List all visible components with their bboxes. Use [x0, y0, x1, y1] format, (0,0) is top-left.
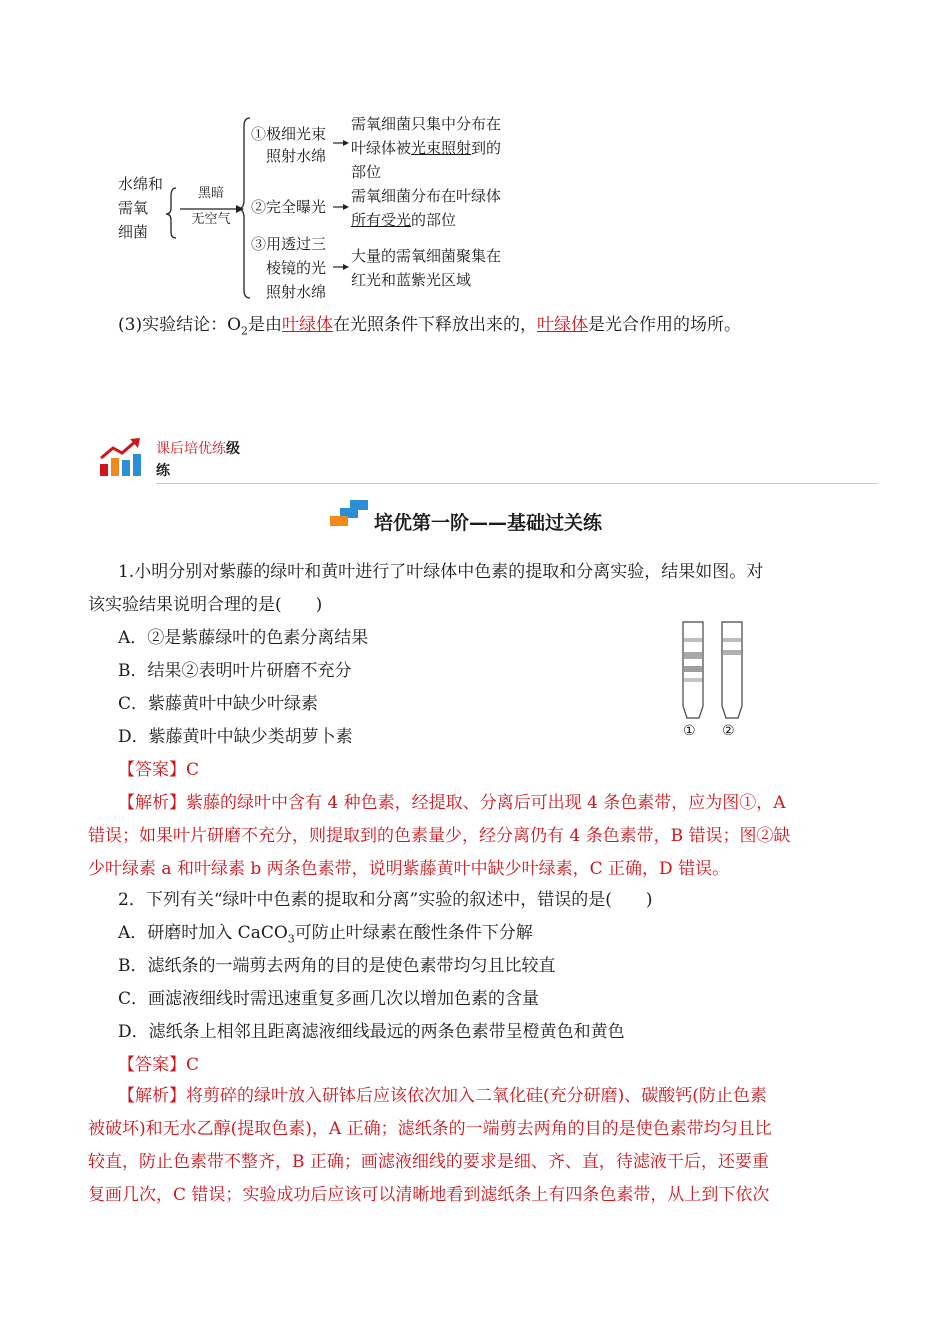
condition-top: 黑暗 [197, 186, 224, 201]
condition-bottom: 无空气 [191, 212, 231, 227]
chromatography-strips-figure [675, 620, 755, 726]
q1-option-a: A．②是紫藤绿叶的色素分离结果 [118, 628, 369, 648]
q1-option-c: C．紫藤黄叶中缺少叶绿素 [118, 694, 319, 714]
branch3-result: 大量的需氧细菌聚集在 红光和蓝紫光区域 [351, 247, 502, 289]
strip-2 [722, 622, 742, 718]
q2-stem: 2．下列有关“绿叶中色素的提取和分离”实验的叙述中，错误的是( ) [118, 890, 653, 910]
q2-option-a: A．研磨时加入 CaCO$_3$可防止叶绿素在酸性条件下分解 [118, 923, 533, 946]
experiment-conclusion: (3)实验结论：$O_2$是由叶绿体在光照条件下释放出来的，叶绿体是光合作用的场所。 [118, 315, 742, 338]
section-header-label: 课后培优练级 练 [156, 441, 240, 479]
q1-stem-line2: 该实验结果说明合理的是( ) [88, 595, 323, 615]
q1-analysis-line2: 错误；如果叶片研磨不充分，则提取到的色素量少，经分离仍有 4 条色素带，B 错误；图②缺 [88, 826, 791, 846]
section-divider [156, 483, 878, 484]
q1-answer: 【答案】C [118, 760, 200, 780]
subsection-title: 培优第一阶——基础过关练 [374, 512, 603, 534]
q2-option-b: B．滤纸条的一端剪去两角的目的是使色素带均匀且比较直 [118, 956, 556, 976]
q1-analysis-line3: 少叶绿素 a 和叶绿素 b 两条色素带，说明紫藤黄叶中缺少叶绿素，C 正确，D 错误。 [88, 859, 730, 879]
branch1-result: 需氧细菌只集中分布在 叶绿体被光束照射到的 部位 [351, 115, 502, 181]
figure-label-1: ① [683, 723, 696, 739]
figure-label-2: ② [722, 723, 735, 739]
q1-stem-line1: 1.小明分别对紫藤的绿叶和黄叶进行了叶绿体中色素的提取和分离实验，结果如图。对 [118, 562, 764, 582]
q2-analysis-line2: 被破坏)和无水乙醇(提取色素)，A 正确；滤纸条的一端剪去两角的目的是使色素带均匀且比 [88, 1119, 772, 1139]
q2-analysis-line3: 较直，防止色素带不整齐，B 正确；画滤液细线的要求是细、齐、直，待滤液干后，还要重 [88, 1152, 769, 1172]
branch2-result: 需氧细菌分布在叶绿体 所有受光的部位 [351, 187, 502, 229]
branch2-label: ②完全曝光 [251, 198, 327, 216]
diagram-subject: 水绵和 需氧 细菌 [118, 175, 164, 241]
stairs-icon [328, 498, 370, 530]
chart-growth-icon [98, 436, 144, 478]
q2-option-d: D．滤纸条上相邻且距离滤液细线最远的两条色素带呈橙黄色和黄色 [118, 1022, 625, 1042]
branch1-label: ①极细光束 照射水绵 [251, 125, 327, 165]
q2-option-c: C．画滤液细线时需迅速重复多画几次以增加色素的含量 [118, 989, 540, 1009]
branch3-label: ③用透过三 棱镜的光 照射水绵 [251, 235, 327, 301]
q2-analysis-line4: 复画几次，C 错误；实验成功后应该可以清晰地看到滤纸条上有四条色素带，从上到下依次 [88, 1185, 770, 1205]
q1-option-d: D．紫藤黄叶中缺少类胡萝卜素 [118, 727, 353, 747]
q2-analysis-line1: 【解析】将剪碎的绿叶放入研钵后应该依次加入二氧化硅(充分研磨)、碳酸钙(防止色素 [118, 1086, 767, 1106]
q1-option-b: B．结果②表明叶片研磨不充分 [118, 661, 352, 681]
q1-analysis-line1: 【解析】紫藤的绿叶中含有 4 种色素，经提取、分离后可出现 4 条色素带，应为图①，A [118, 793, 786, 813]
q2-answer: 【答案】C [118, 1055, 200, 1075]
strip-1 [683, 622, 703, 718]
